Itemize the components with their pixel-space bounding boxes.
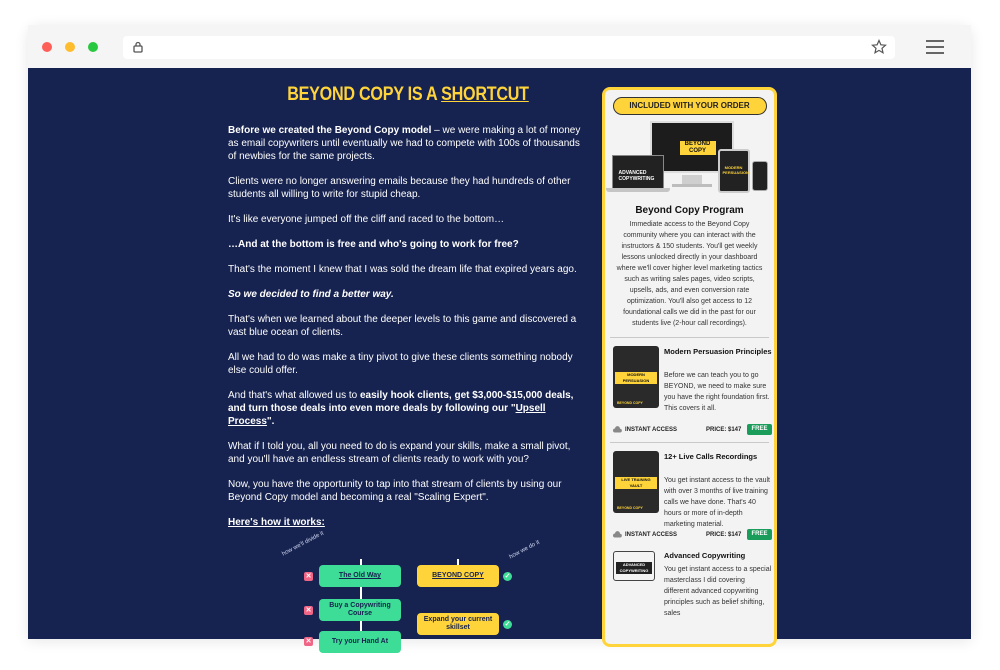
beyond-copy-label: BEYOND COPY bbox=[432, 572, 484, 579]
phone-mockup bbox=[752, 161, 768, 191]
flow-diagram bbox=[280, 530, 550, 645]
p9-text: And that's what allowed us to bbox=[228, 390, 360, 401]
bonus-title: Modern Persuasion Principles bbox=[664, 347, 772, 356]
headline-text: BEYOND COPY IS A bbox=[287, 84, 442, 105]
step-try-hand-box bbox=[319, 631, 401, 653]
page-content bbox=[28, 68, 971, 645]
upsell-process-link[interactable]: Upsell Process bbox=[228, 403, 546, 427]
bonus-thumbnail bbox=[613, 451, 659, 513]
check-mark-icon: ✓ bbox=[504, 573, 511, 580]
bonus-item bbox=[610, 338, 772, 442]
bonus-description: You get instant access to the vault with over 3 months of live training calls we have done. That's 40 hours or more of in-depth marketing material. bbox=[664, 477, 770, 528]
bonus-description: You get instant access to a special masterclass I did covering different advanced copywriting principles such as belief shifting, sales bbox=[664, 566, 772, 617]
expand-skillset-box bbox=[417, 613, 499, 635]
bonus-title: Advanced Copywriting bbox=[664, 551, 746, 560]
bonus-title: 12+ Live Calls Recordings bbox=[664, 452, 758, 461]
included-badge: INCLUDED WITH YOUR ORDER bbox=[613, 97, 767, 115]
old-way-label: The Old Way bbox=[338, 572, 382, 579]
cloud-download-icon bbox=[613, 426, 622, 433]
paragraph-8: All we had to do was make a tiny pivot to give these clients something nobody else could offer. bbox=[228, 352, 573, 376]
close-window-button[interactable] bbox=[42, 42, 52, 52]
how-it-works-heading: Here's how it works: bbox=[228, 517, 325, 528]
monitor-text: BEYOND COPY bbox=[680, 141, 716, 155]
p9-end: ". bbox=[266, 416, 275, 427]
bonus-description: Before we can teach you to go BEYOND, we need to make sure you have the right foundation first. This covers it all. bbox=[664, 372, 770, 412]
laptop-text: ADVANCED COPYWRITING bbox=[618, 170, 655, 182]
headline-shortcut: SHORTCUT bbox=[441, 84, 529, 105]
bonus-footer bbox=[610, 424, 775, 436]
paragraph-6: So we decided to find a better way. bbox=[228, 289, 394, 300]
bonus-item bbox=[610, 443, 769, 547]
paragraph-3: It's like everyone jumped off the cliff and raced to the bottom… bbox=[228, 214, 505, 225]
step-buy-course-box bbox=[319, 599, 401, 621]
bonus-item bbox=[610, 547, 772, 627]
step-buy-course-label: Buy a Copywriting Course bbox=[329, 602, 391, 617]
bonus-thumbnail bbox=[613, 551, 655, 581]
thumb-foot: BEYOND COPY bbox=[617, 506, 643, 510]
thumb-label: ADVANCED COPYWRITING bbox=[616, 562, 652, 574]
price-label: PRICE: $147 bbox=[706, 532, 742, 538]
laptop-mockup bbox=[612, 155, 664, 189]
check-mark-icon: ✓ bbox=[504, 621, 511, 628]
maximize-window-button[interactable] bbox=[88, 42, 98, 52]
browser-chrome bbox=[28, 25, 971, 68]
bonus-footer bbox=[610, 529, 775, 541]
paragraph-4: …And at the bottom is free and who's going to work for free? bbox=[228, 239, 519, 250]
thumb-foot: BEYOND COPY bbox=[617, 401, 643, 405]
cloud-download-icon bbox=[613, 531, 622, 538]
minimize-window-button[interactable] bbox=[65, 42, 75, 52]
program-title: Beyond Copy Program bbox=[635, 205, 744, 216]
laptop-base bbox=[606, 188, 670, 192]
order-bonus-card bbox=[602, 87, 777, 647]
step-try-hand-label: Try your Hand At bbox=[331, 638, 389, 645]
paragraph-5: That's the moment I knew that I was sold the dream life that expired years ago. bbox=[228, 264, 577, 275]
paragraph-11: Now, you have the opportunity to tap into that stream of clients by using our Beyond Copy model and becoming a real "Scaling Expert". bbox=[228, 479, 562, 503]
expand-skillset-label: Expand your current skillset bbox=[423, 616, 493, 631]
x-mark-icon: ✕ bbox=[305, 607, 312, 614]
lock-icon bbox=[133, 41, 143, 53]
program-description: Immediate access to the Beyond Copy community where you can interact with the instructors & 150 students. You'll get weekly lessons unlocked directly in your dashboard where we'll cover higher level marketing tactics such as writing sales pages, video scripts, upsells, ads, and even conversion rate optimization. You'll also get access to 12 foundational calls we did in the past for our students live (2-hour call recordings). bbox=[616, 221, 763, 327]
address-bar[interactable] bbox=[123, 36, 895, 59]
x-mark-icon: ✕ bbox=[305, 638, 312, 645]
monitor-base bbox=[672, 184, 712, 187]
thumb-label: MODERN PERSUASION bbox=[615, 372, 657, 384]
paragraph-10: What if I told you, all you need to do is expand your skills, make a small pivot, and you'll have an endless stream of clients ready to work with you? bbox=[228, 441, 571, 465]
old-way-box bbox=[319, 565, 401, 587]
tablet-text: MODERN PERSUASION bbox=[722, 165, 749, 175]
paragraph-7: That's when we learned about the deeper levels to this game and discovered a vast blue ocean of clients. bbox=[228, 314, 577, 338]
program-mockup-image bbox=[610, 121, 770, 199]
p1-bold: Before we created the Beyond Copy model bbox=[228, 125, 432, 136]
instant-access-label: INSTANT ACCESS bbox=[625, 427, 678, 433]
sales-copy-column bbox=[228, 68, 588, 529]
free-badge: FREE bbox=[747, 424, 772, 435]
instant-access-label: INSTANT ACCESS bbox=[625, 532, 678, 538]
flow-note-right: how we do it bbox=[508, 539, 541, 561]
free-badge: FREE bbox=[747, 529, 772, 540]
p1-text: – we were making a lot of money as email copywriters until eventually we had to compete with 100s of thousands of newbies for the same projects. bbox=[228, 125, 581, 162]
p9-bold: easily hook clients, get $3,000-$15,000 deals, and turn those deals into even more deals by following our " bbox=[228, 390, 574, 414]
tablet-mockup bbox=[718, 149, 750, 193]
x-mark-icon: ✕ bbox=[305, 573, 312, 580]
headline bbox=[255, 84, 561, 112]
hamburger-menu-icon[interactable] bbox=[926, 40, 944, 54]
paragraph-2: Clients were no longer answering emails because they had hundreds of other students all willing to write for stupid cheap. bbox=[228, 176, 571, 200]
price-label: PRICE: $147 bbox=[706, 427, 742, 433]
flow-note-left: how we'll divide it bbox=[281, 530, 325, 558]
browser-window bbox=[28, 25, 971, 645]
paragraph-1 bbox=[228, 124, 588, 163]
bonus-thumbnail bbox=[613, 346, 659, 408]
beyond-copy-box bbox=[417, 565, 499, 587]
paragraph-9 bbox=[228, 389, 588, 428]
thumb-label: LIVE TRAINING VAULT bbox=[615, 477, 657, 489]
bookmark-star-icon[interactable] bbox=[871, 39, 887, 55]
